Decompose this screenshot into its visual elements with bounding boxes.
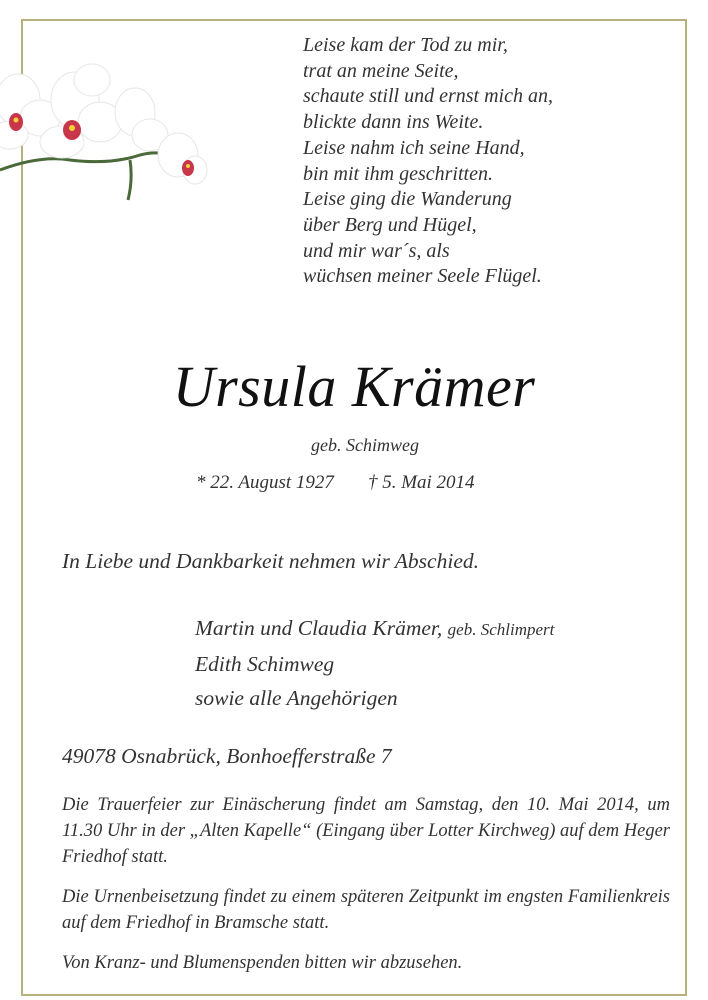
- death-date: † 5. Mai 2014: [367, 472, 475, 493]
- poem-line: und mir war´s, als: [303, 239, 450, 262]
- maiden-name: geb. Schimweg: [311, 435, 419, 455]
- deceased-name: Ursula Krämer: [172, 354, 536, 419]
- address: 49078 Osnabrück, Bonhoefferstraße 7: [62, 744, 392, 768]
- mourner-line: [195, 611, 554, 647]
- mourner-line: Edith Schimweg: [195, 652, 335, 676]
- poem-line: wüchsen meiner Seele Flügel.: [303, 265, 542, 288]
- poem-line: trat an meine Seite,: [303, 59, 459, 82]
- poem-line: bin mit ihm geschritten.: [303, 162, 493, 185]
- life-dates: [196, 472, 475, 494]
- mourners-list: [195, 611, 554, 715]
- poem-line: blickte dann ins Weite.: [303, 111, 484, 134]
- birth-date: * 22. August 1927: [196, 472, 334, 493]
- poem-line: Leise ging die Wanderung: [303, 188, 512, 211]
- orchid-image: [0, 60, 215, 210]
- poem: [303, 33, 553, 290]
- flowers-paragraph: Von Kranz- und Blumenspenden bitten wir abzusehen.: [62, 953, 463, 973]
- poem-line: Leise kam der Tod zu mir,: [303, 34, 508, 56]
- mourner-nee: geb. Schlimpert: [447, 620, 555, 639]
- mourner-line: sowie alle Angehörigen: [195, 686, 398, 710]
- farewell-text: In Liebe und Dankbarkeit nehmen wir Abschied.: [62, 549, 479, 573]
- poem-line: über Berg und Hügel,: [303, 213, 477, 236]
- mourner-names: Martin und Claudia Krämer,: [195, 616, 443, 640]
- urn-paragraph: Die Urnenbeisetzung findet zu einem späteren Zeitpunkt im engsten Familienkreis auf dem Friedhof in Bramsche statt.: [62, 887, 670, 933]
- poem-line: schaute still und ernst mich an,: [303, 85, 553, 108]
- ceremony-paragraph: Die Trauerfeier zur Einäscherung findet am Samstag, den 10. Mai 2014, um 11.30 Uhr in der „Alten Kapelle“ (Eingang über Lotter Kirchweg) auf dem Heger Friedhof statt.: [62, 795, 670, 867]
- poem-line: Leise nahm ich seine Hand,: [303, 136, 525, 159]
